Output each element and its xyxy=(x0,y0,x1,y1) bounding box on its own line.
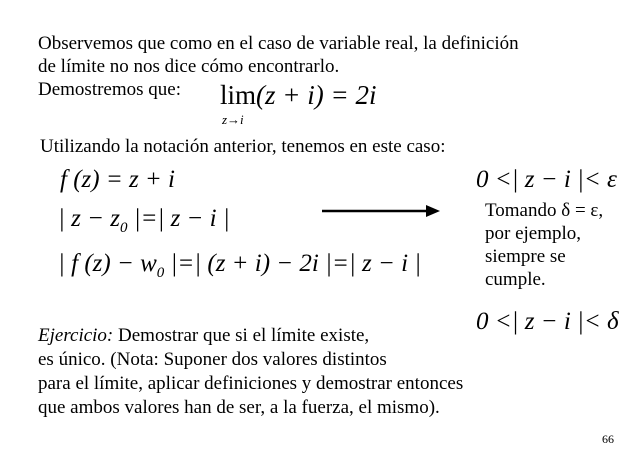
intro-line-1: Observemos que como en el caso de variable real, la definición xyxy=(38,33,519,54)
equation-f-diff-sub: 0 xyxy=(156,265,165,281)
condition-delta: 0 <| z − i |< δ xyxy=(476,308,619,335)
equation-f: f (z) = z + i xyxy=(60,166,175,193)
equation-f-diff-left: | f (z) − w xyxy=(58,250,157,277)
limit-expression: (z + i) = 2i xyxy=(256,80,377,110)
note-line-3: siempre se xyxy=(485,246,566,267)
equation-z-diff-right: |=| z − i | xyxy=(127,205,230,232)
exercise-line-2: es único. (Nota: Suponer dos valores distintos xyxy=(38,349,387,370)
limit-lim: lim xyxy=(220,80,257,110)
exercise-line-4: que ambos valores han de ser, a la fuerza, el mismo). xyxy=(38,397,440,418)
exercise-label: Ejercicio: xyxy=(38,325,114,346)
notation-line: Utilizando la notación anterior, tenemos en este caso: xyxy=(40,136,446,157)
right-arrow-icon xyxy=(322,202,442,220)
exercise-text-1: Demostrar que si el límite existe, xyxy=(113,325,370,346)
equation-z-diff-left: | z − z xyxy=(58,205,120,232)
limit-subscript: z→i xyxy=(222,112,244,127)
exercise-line-3: para el límite, aplicar definiciones y demostrar entonces xyxy=(38,373,464,394)
note-line-1: Tomando δ = ε, xyxy=(485,200,604,221)
note-line-2: por ejemplo, xyxy=(485,223,582,244)
limit-equation xyxy=(220,80,376,111)
equation-f-diff-right: |=| (z + i) − 2i |=| z − i | xyxy=(164,250,422,277)
note-line-4: cumple. xyxy=(485,269,546,290)
note-block xyxy=(485,199,603,291)
intro-line-3: Demostremos que: xyxy=(38,79,182,100)
exercise-line-1 xyxy=(38,325,369,347)
condition-epsilon: 0 <| z − i |< ε xyxy=(476,166,617,193)
equation-z-diff-sub: 0 xyxy=(119,220,128,236)
page-number: 66 xyxy=(602,432,614,446)
intro-line-2: de límite no nos dice cómo encontrarlo. xyxy=(38,56,340,77)
equation-f-diff xyxy=(58,250,422,281)
equation-z-diff xyxy=(58,205,230,236)
